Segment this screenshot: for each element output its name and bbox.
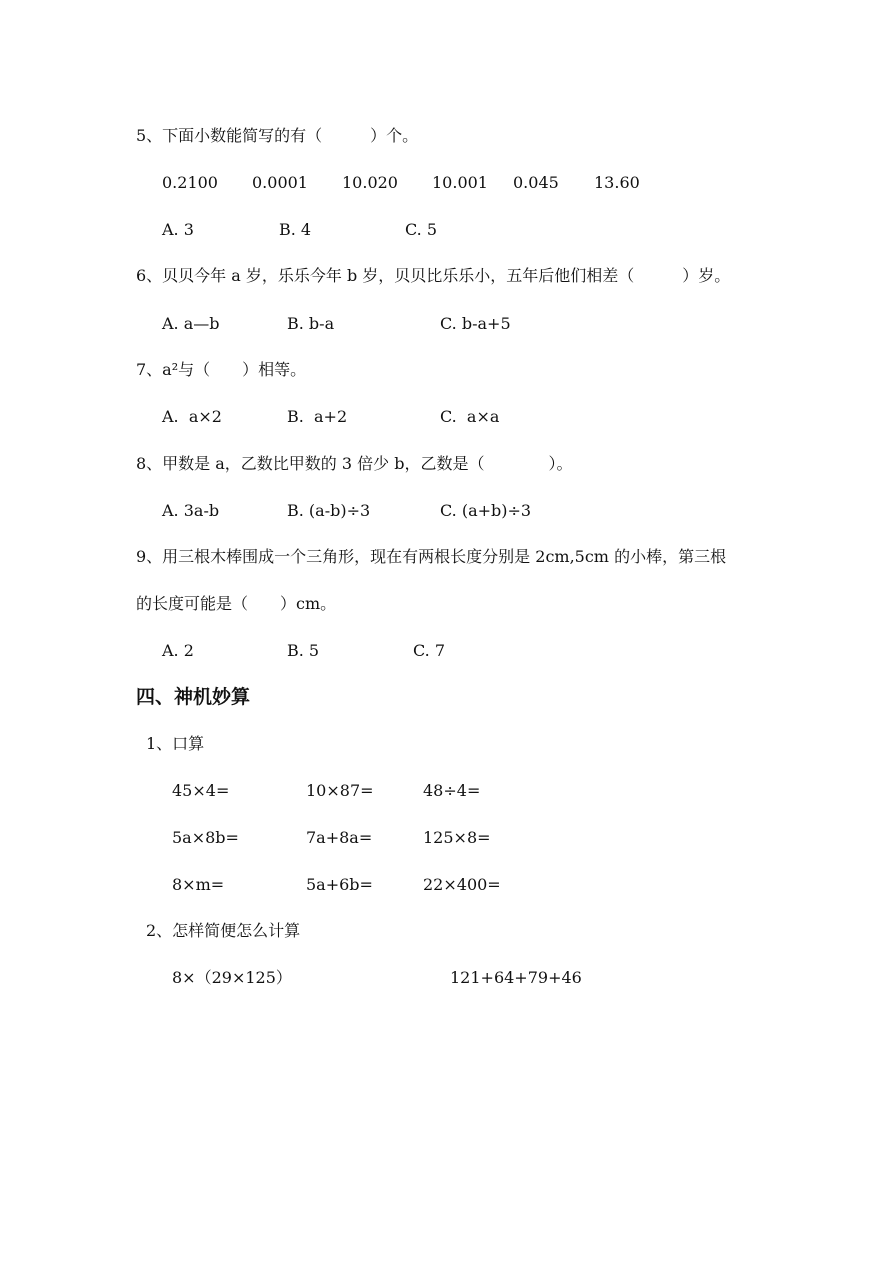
oral-calc-item: 5a+6b=: [306, 875, 373, 894]
oral-calc-item: 125×8=: [423, 828, 491, 847]
q5-number: 0.0001: [252, 173, 308, 192]
q8-option-b: B. (a-b)÷3: [287, 501, 371, 520]
q8-option-c: C. (a+b)÷3: [440, 501, 532, 520]
question-9-stem-line1: 9、用三根木棒围成一个三角形，现在有两根长度分别是 2cm,5cm 的小棒，第三根: [136, 547, 727, 566]
oral-calc-item: 10×87=: [306, 781, 374, 800]
q7-option-a: A. a×2: [162, 407, 222, 426]
question-8-stem: 8、甲数是 a，乙数比甲数的 3 倍少 b，乙数是（ ）。: [136, 454, 573, 473]
q6-option-a: A. a—b: [162, 314, 220, 333]
oral-calc-item: 7a+8a=: [306, 828, 373, 847]
oral-calc-item: 22×400=: [423, 875, 501, 894]
q5-number: 10.020: [342, 173, 398, 192]
q9-option-a: A. 2: [162, 641, 194, 660]
question-5-stem: 5、下面小数能简写的有（ ）个。: [136, 126, 419, 145]
simplify-calc-item: 121+64+79+46: [450, 968, 582, 987]
question-9-stem-line2: 的长度可能是（ ）cm。: [136, 594, 337, 613]
oral-calc-item: 5a×8b=: [172, 828, 239, 847]
oral-calc-title: 1、口算: [146, 734, 205, 753]
q6-option-b: B. b-a: [287, 314, 335, 333]
q9-option-c: C. 7: [413, 641, 446, 660]
q5-option-a: A. 3: [162, 220, 194, 239]
oral-calc-item: 45×4=: [172, 781, 230, 800]
question-7-stem: 7、a²与（ ）相等。: [136, 360, 307, 379]
q6-option-c: C. b-a+5: [440, 314, 511, 333]
q5-option-b: B. 4: [279, 220, 312, 239]
simplify-calc-title: 2、怎样简便怎么计算: [146, 921, 301, 940]
q7-option-c: C. a×a: [440, 407, 500, 426]
q5-number: 0.045: [513, 173, 559, 192]
section-4-heading: 四、神机妙算: [136, 686, 251, 708]
simplify-calc-item: 8×（29×125）: [172, 968, 292, 987]
q9-option-b: B. 5: [287, 641, 320, 660]
q7-option-b: B. a+2: [287, 407, 348, 426]
oral-calc-item: 48÷4=: [423, 781, 481, 800]
q8-option-a: A. 3a-b: [162, 501, 220, 520]
question-6-stem: 6、贝贝今年 a 岁，乐乐今年 b 岁，贝贝比乐乐小，五年后他们相差（ ）岁。: [136, 266, 731, 285]
q5-option-c: C. 5: [405, 220, 438, 239]
q5-number: 0.2100: [162, 173, 218, 192]
q5-number: 13.60: [594, 173, 640, 192]
q5-number: 10.001: [432, 173, 488, 192]
oral-calc-item: 8×m=: [172, 875, 225, 894]
